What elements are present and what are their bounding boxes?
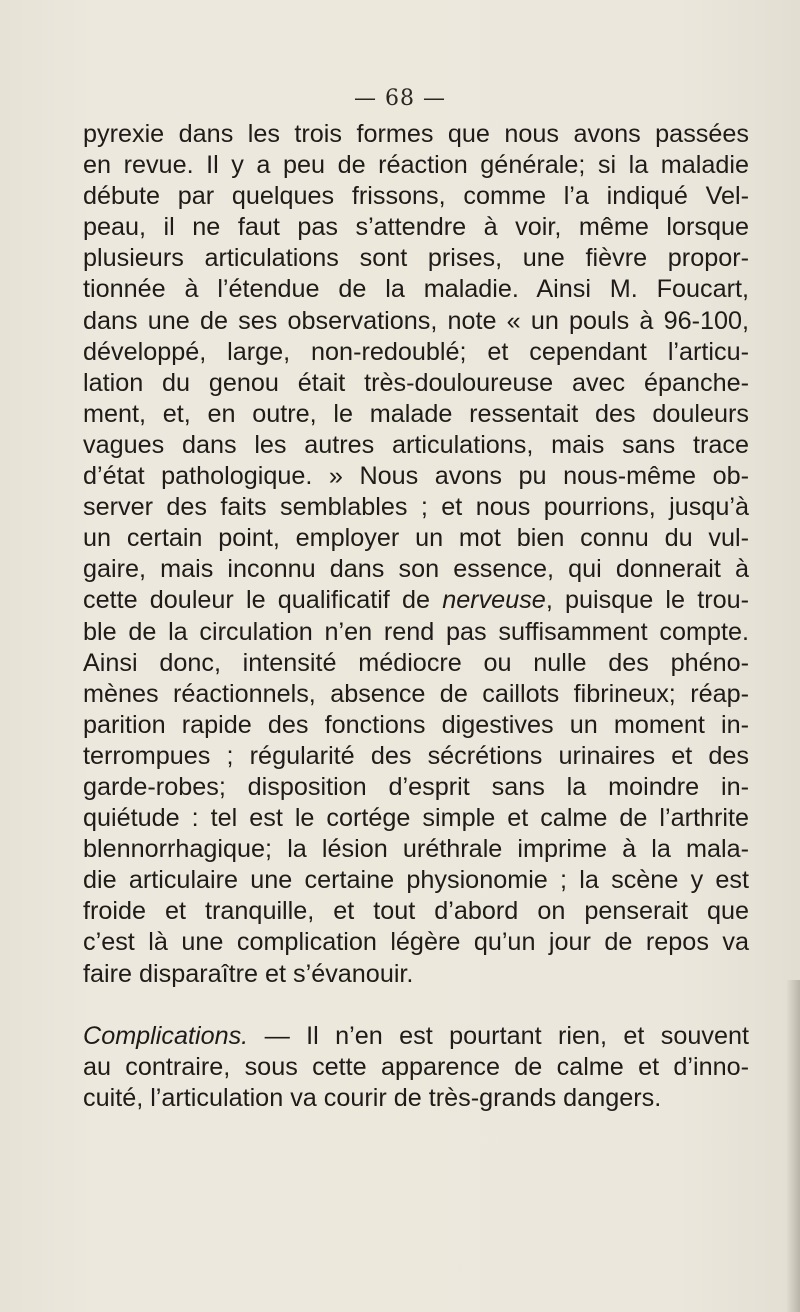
- text-line: garde-robes; disposition d’esprit sans la moindre in-: [83, 772, 749, 801]
- text-line: débute par quelques frissons, comme l’a indiqué Vel-: [83, 182, 749, 211]
- text-line: froide et tranquille, et tout d’abord on penserait que: [83, 897, 749, 926]
- text-line: développé, large, non-redoublé; et cependant l’articu-: [83, 337, 749, 366]
- text-line: quiétude : tel est le cortége simple et calme de l’arthrite: [83, 804, 749, 833]
- text-line: ble de la circulation n’en rend pas suffisamment compte.: [83, 617, 749, 646]
- text-line: [83, 1021, 749, 1052]
- text-line: au contraire, sous cette apparence de calme et d’inno-: [83, 1052, 749, 1081]
- text-line: en revue. Il y a peu de réaction générale; si la maladie: [83, 151, 749, 180]
- paragraph-gap: [83, 990, 749, 1021]
- text-line: c’est là une complication légère qu’un jour de repos va: [83, 928, 749, 957]
- text-line: [83, 585, 749, 616]
- italic-word: nerveuse: [442, 586, 546, 615]
- text-line: Ainsi donc, intensité médiocre ou nulle des phéno-: [83, 648, 749, 677]
- text-line: cuité, l’articulation va courir de très-grands dangers.: [83, 1083, 662, 1112]
- text-line: parition rapide des fonctions digestives un moment in-: [83, 710, 749, 739]
- page-edge-shadow: [786, 980, 800, 1312]
- text-line: lation du genou était très-douloureuse avec épanche-: [83, 368, 749, 397]
- text-line: peau, il ne faut pas s’attendre à voir, même lorsque: [83, 213, 749, 242]
- text-segment: cette douleur le qualificatif de: [83, 586, 443, 615]
- text-line: mènes réactionnels, absence de caillots fibrineux; réap-: [83, 679, 749, 708]
- text-line: tionnée à l’étendue de la maladie. Ainsi M. Foucart,: [83, 275, 749, 304]
- text-segment: gaire, mais inconnu dans son essence, qui donnerait à: [83, 555, 749, 584]
- page-number: — 68 —: [354, 86, 446, 111]
- text-line: dans une de ses observations, note « un pouls à 96-100,: [83, 306, 749, 335]
- text-line: d’état pathologique. » Nous avons pu nous-même ob-: [83, 462, 749, 491]
- text-line: blennorrhagique; la lésion uréthrale imprime à la mala-: [83, 835, 749, 864]
- text-line: terrompues ; régularité des sécrétions urinaires et des: [83, 741, 749, 770]
- section-heading: Complications.: [83, 1021, 249, 1050]
- body-text: [83, 119, 749, 1114]
- text-line: ment, et, en outre, le malade ressentait des douleurs: [83, 399, 749, 428]
- text-line: server des faits semblables ; et nous pourrions, jusqu’à: [83, 493, 749, 522]
- text-line: pyrexie dans les trois formes que nous avons passées: [83, 120, 749, 148]
- text-line: faire disparaître et s’évanouir.: [83, 959, 414, 988]
- text-line: un certain point, employer un mot bien connu du vul-: [83, 524, 749, 553]
- text-line: [83, 554, 749, 585]
- text-segment: — Il n’en est pourtant rien, et souvent: [248, 1021, 749, 1050]
- text-segment: , puisque le trou-: [545, 586, 749, 615]
- text-line: plusieurs articulations sont prises, une fièvre propor-: [83, 244, 749, 273]
- text-line: die articulaire une certaine physionomie ; la scène y est: [83, 866, 749, 895]
- text-line: vagues dans les autres articulations, mais sans trace: [83, 430, 749, 459]
